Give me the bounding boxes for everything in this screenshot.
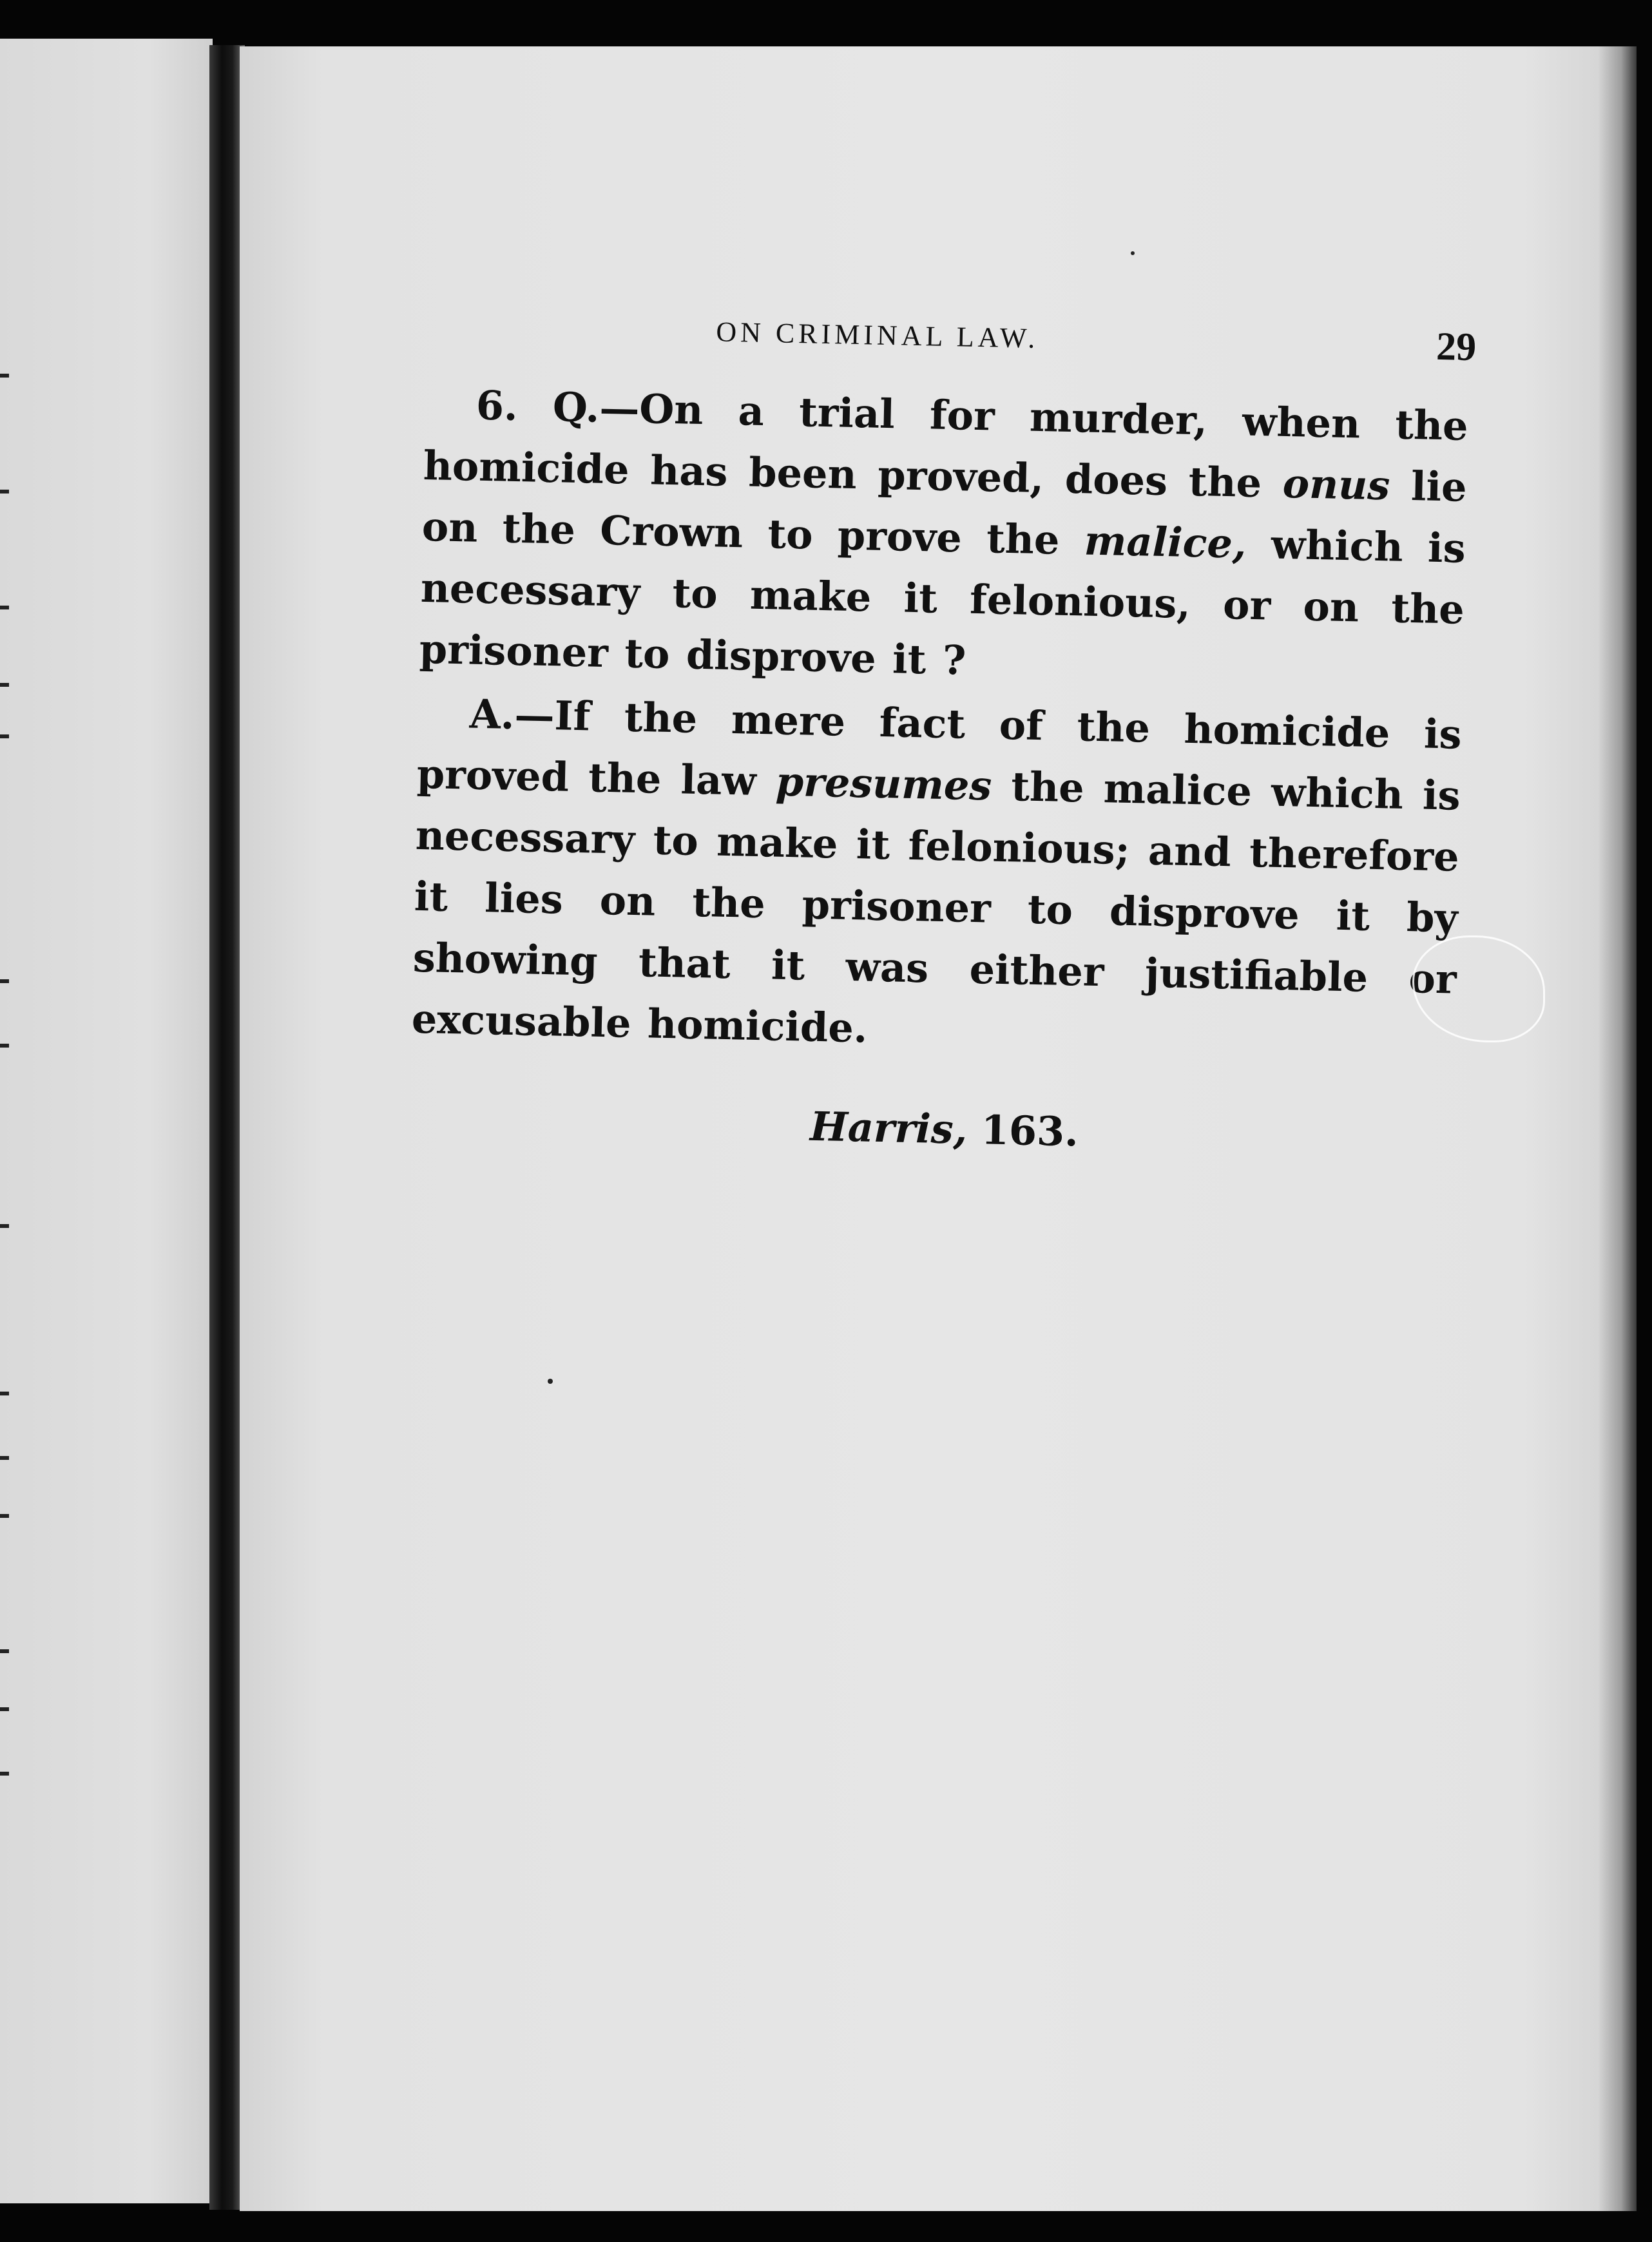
citation-name: Harris,	[809, 1102, 968, 1153]
question-text-lead: 6. Q.—On a trial for murder, when the homicide has been proved, does the	[423, 381, 1469, 507]
question-onus: onus	[1282, 459, 1390, 510]
page-number: 29	[1436, 324, 1477, 370]
page-content	[409, 309, 1477, 1164]
running-head	[425, 309, 1477, 383]
question-paragraph	[419, 374, 1469, 702]
citation	[409, 1095, 1454, 1164]
answer-text-lead: A.—If the mere fact of the homicide is proved the law	[416, 690, 1463, 805]
answer-paragraph	[411, 682, 1463, 1071]
answer-text-tail: the malice which is necessary to make it felonious; and therefore it lies on the prisoner to disprove it by showing that it was either justifiable or excusable homicide.	[411, 762, 1461, 1052]
question-text-mid: lie on the Crown to prove the	[421, 462, 1468, 564]
citation-page: 163.	[966, 1106, 1079, 1156]
ink-speck	[1131, 251, 1135, 255]
page-edge-shadow	[1598, 46, 1637, 2211]
question-malice: malice,	[1084, 517, 1247, 568]
answer-presumes: presumes	[775, 758, 993, 810]
book-page	[240, 46, 1637, 2211]
running-head-title: ON CRIMINAL LAW.	[715, 316, 1039, 354]
question-text-tail: which is necessary to make it felonious, or on the prisoner to disprove it ?	[419, 520, 1466, 684]
ink-speck	[548, 1379, 553, 1384]
previous-page-edge	[0, 39, 213, 2203]
